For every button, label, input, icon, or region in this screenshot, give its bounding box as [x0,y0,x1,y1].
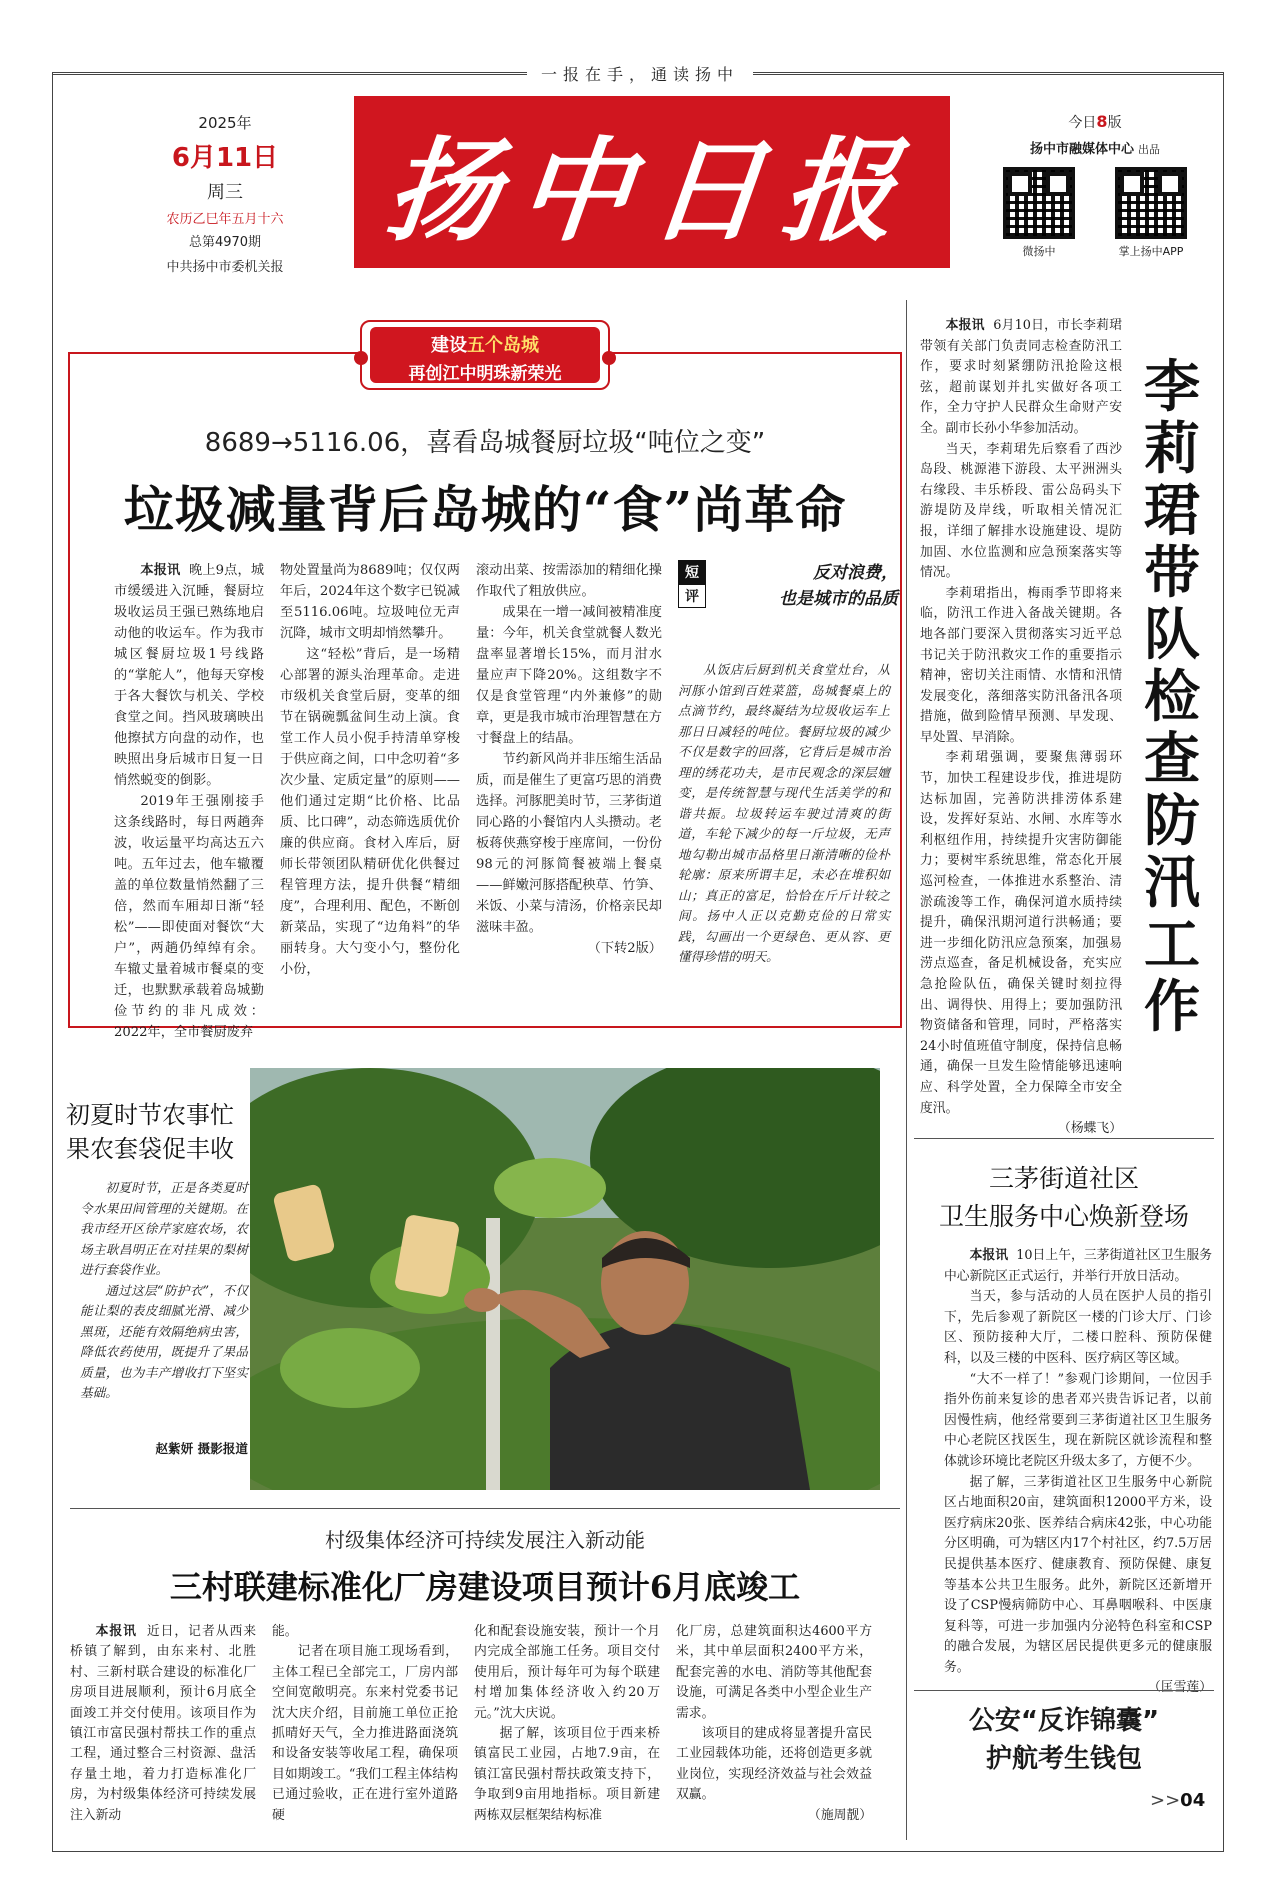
theme-badge: 建设五个岛城 再创江中明珠新荣光 [360,320,610,390]
lead-headline[interactable]: 垃圾减量背后岛城的“食”尚革命 [123,480,847,539]
lead-column-3: 滚动出菜、按需添加的精细化操作取代了粗放供应。 成果在一增一减间被精准度量：今年，机关食堂就餐人数光盘率显著增长15%，而月泔水量应声下降20%。这组数字不仅是食堂管理“内外兼修”的勋章，更是我市城市治理智慧在方寸餐盘上的结晶。 节约新风尚并非压缩生活品质，而是催生了更富巧思的消费选择。河豚肥美时节，三茅街道同心路的小餐馆内人头攒动。老板蒋侠燕穿梭于座席间，一份份98元的河豚简餐被端上餐桌——鲜嫩河豚搭配秧草、竹笋、米饭、小菜与清汤，价格亲民却滋味丰盈。 （下转2版） [476,560,662,959]
factory-column-3: 化和配套设施安装，预计一个月内完成全部施工任务。项目交付使用后，预计每年可为每个联建村增加集体经济收入约20万元。”沈大庆说。 据了解，该项目位于西来桥镇富民工业园，占地7.9亩，在镇江富民强村帮扶政策支持下，争取到9亩用地指标。项目新建两栋双层框架结构标准 [474,1624,660,1823]
lead-column-2: 物处置量尚为8689吨；仅仅两年后，2024年这个数字已锐减至5116.06吨。垃圾吨位无声沉降，城市文明却悄然攀升。 这“轻松”背后，是一场精心部署的源头治理革命。走进市级机关食堂后厨，变革的细节在锅碗瓢盆间生动上演。食堂工作人员小倪手持清单穿梭于供应商之间，口中念叨着“多次少量、定质定量”的原则——他们通过定期“比价格、比品质、比口碑”，动态筛选质优价廉的供应商。食材入库后，厨师长带领团队精研优化供餐过程管理方法，提升供餐“精细度”，合理利用、配色，不断创新菜品，实现了“边角料”的华丽转身。大勺变小勺，整份化小份， [280,563,460,977]
farmer-bagging-pears-image [250,1068,880,1490]
lead-column-1: 本报讯 晚上9点，城市缓缓进入沉睡，餐厨垃圾收运员王强已熟练地启动他的收运车。作为我市城区餐厨垃圾1号线路的“掌舵人”，他每天穿梭于各大餐饮与机关、学校食堂之间。挡风玻璃映出他擦拭方向盘的动作，也映照出身后城市日复一日悄然蜕变的倒影。 2019年王强刚接手这条线路时，每日两趟奔波，收运量平均高达五六吨。五年过去，他车辙覆盖的单位数量悄然翻了三倍，然而车厢却日渐“轻松”——即使面对餐饮“大户”，两趟仍绰绰有余。车辙丈量着城市餐桌的变迁，也默默承载着岛城勤俭节约的非凡成效：2022年，全市餐厨废弃 [114,563,265,1040]
column-divider [906,300,907,1840]
factory-column-2: 能。 记者在项目施工现场看到，主体工程已全部完工，厂房内部空间宽敞明亮。东来村党委书记沈大庆介绍，目前施工单位正抢抓晴好天气，全力推进路面浇筑和设备安装等收尾工程，确保项目如期竣工。“我们工程主体结构已通过验收，正在进行室外道路硬 [272,1624,458,1823]
health-headline[interactable]: 三茅街道社区 卫生服务中心焕新登场 [938,1164,1189,1231]
publisher: 扬中市融媒体中心 出品 [1029,142,1160,157]
date-weekday: 周三 [207,182,243,203]
page-jump-link[interactable]: >>04 [1150,1790,1206,1811]
date-block [120,112,330,275]
slogan: 一报在手，通读扬中 [0,62,1280,85]
continued-note: （下转2版） [587,941,662,956]
news-photo[interactable] [250,1068,880,1490]
issue-number: 总第4970期 [188,235,262,250]
photo-caption: 初夏时节，正是各类夏时令水果田间管理的关键期。在我市经开区徐芹家庭农场，农场主耿昌明正在对挂果的梨树进行套袋作业。 通过这层“防护衣”，不仅能让梨的表皮细腻光滑、减少黑斑，还能有效隔绝病虫害，降低农药使用，既提升了果品质量，也为丰产增收打下坚实基础。 [80,1180,248,1400]
date-day: 6月11日 [171,143,279,173]
factory-column-4: 化厂房，总建筑面积达4600平方米，其中单层面积2400平方米，配套完善的水电、消防等其他配套设施，可满足各类中小型企业生产需求。 该项目的建成将显著提升富民工业园载体功能，还将创造更多就业岗位，实现经济效益与社会效益双赢。 （施周靓） [676,1624,872,1823]
divider [914,1690,1214,1691]
photo-headline[interactable]: 初夏时节农事忙 果农套袋促丰收 [66,1101,234,1163]
divider [914,1138,1214,1139]
lead-subhead: 8689→5116.06，喜看岛城餐厨垃圾“吨位之变” [204,428,766,458]
masthead-title: 扬中日报 [380,125,922,257]
photo-credit: 赵紫妍 摄影报道 [155,1441,248,1456]
date-lunar: 农历乙巳年五月十六 [166,212,284,227]
divider [70,1508,900,1509]
factory-column-1: 本报讯 近日，记者从西来桥镇了解到，由东来村、北胜村、三新村联合建设的标准化厂房项目进展顺利，预计6月底全面竣工并交付使用。该项目作为镇江市富民强村帮扶工作的重点工程，通过整合三村资源、盘活存量土地，着力打造标准化厂房，为村级集体经济可持续发展注入新动 [70,1624,257,1823]
factory-headline[interactable]: 三村联建标准化厂房建设项目预计6月底竣工 [169,1568,801,1606]
qr-row [1000,167,1190,259]
factory-subhead: 村级集体经济可持续发展注入新动能 [325,1528,645,1552]
qr-code-icon [1003,167,1075,239]
health-article: 本报讯 10日上午，三茅街道社区卫生服务中心新院区正式运行，并举行开放日活动。 当天，参与活动的人员在医护人员的指引下，先后参观了新院区一楼的门诊大厅、门诊区、预防接种大厅，二楼口腔科、预防保健科，以及三楼的中医科、医疗病区等区域。 “大不一样了！”参观门诊期间，一位因手指外伤前来复诊的患者邓兴贵告诉记者，以前因慢性病，他经常要到三茅街道社区卫生服务中心老院区找医生，现在新院区就诊流程和整体就诊环境比老院区升级太多了，方便不少。 据了解，三茅街道社区卫生服务中心新院区占地面积20亩，建筑面积12000平方米，设医疗病床20张、医养结合病床42张，中心功能分区明确，可为辖区内17个村社区，约7.5万居民提供基本医疗、健康教育、预防保健、康复等基本公共卫生服务。此外，新院区还新增开设了CSP慢病筛防中心、耳鼻咽喉科、中医康复科等，可进一步加强内分泌特色科室和CSP的融合发展，为辖区居民提供更多元的健康服务。 （匡雪莲） [944,1248,1213,1696]
qr-app[interactable]: 掌上扬中APP [1112,167,1190,259]
organization: 中共扬中市委机关报 [166,260,284,275]
flood-article: 本报讯 6月10日，市长李莉珺带领有关部门负责同志检查防汛工作，要求时刻紧绷防汛抢险这根弦，超前谋划并扎实做好各项工作，全力守护人民群众生命财产安全。副市长孙小华参加活动。 当天，李莉珺先后察看了西沙岛段、桃源港下游段、太平洲洲头右缘段、丰乐桥段、雷公岛码头下游堤防及岸线，听取相关情况汇报，详细了解排水设施建设、堤防加固、水位监测和应急预案落实等情况。 李莉珺指出，梅雨季节即将来临，防汛工作进入备战关键期。各地各部门要深入贯彻落实习近平总书记关于防汛救灾工作的重要指示精神，密切关注雨情、水情和汛情发展变化，落细落实防汛备汛各项措施，做到险情早预测、早发现、早处置、早消除。 李莉珺强调，要聚焦薄弱环节，加快工程建设步伐，推进堤防达标加固，完善防洪排涝体系建设，发挥好泵站、水闸、水库等水利枢纽作用，持续提升灾害防御能力；要树牢系统思维，常态化开展巡河检查，一体推进水系整治、清淤疏浚等工作，确保河道水质持续提升，确保汛期河道行洪畅通；要进一步细化防汛应急预案，加强易涝点巡查，备足机械设备，充实应急抢险队伍，确保关键时刻拉得出、调得快、用得上；要加强防汛物资储备和管理，同时，严格落实24小时值班值守制度，保持信息畅通，确保一旦发生险情能够迅速响应、科学处置，全力保障全市安全度汛。 （杨蝶飞） [920,318,1122,1137]
qr-weiyangzhong[interactable]: 微扬中 [1000,167,1078,259]
today-pages: 今日8版 [1068,112,1122,131]
edition-info [1000,112,1190,259]
comment-heading: 短 评 反对浪费， 也是城市的品质 [678,560,898,608]
comment-body: 从饭店后厨到机关食堂灶台，从河豚小馆到百姓菜篮，岛城餐桌上的点滴节约，最终凝结为垃圾收运车上那日日减轻的吨位。餐厨垃圾的减少不仅是数字的回落，它背后是城市治理的绣花功夫，是市民观念的深层嬗变，是传统智慧与现代生活美学的和谐共振。垃圾转运车驶过清爽的街道，车轮下减少的每一斤垃圾，无声地勾勒出城市品格里日渐清晰的俭朴轮廓：原来所谓丰足，未必在堆积如山；真正的富足，恰恰在斤斤计较之间。扬中人正以克勤克俭的日常实践，勾画出一个更绿色、更从容、更懂得珍惜的明天。 [678,662,890,964]
police-teaser-headline[interactable]: 公安“反诈锦囊” 护航考生钱包 [968,1706,1160,1774]
masthead [354,96,950,268]
qr-code-icon [1115,167,1187,239]
flood-headline[interactable]: 李莉珺带队检查防汛工作 [1144,354,1200,1040]
date-year: 2025年 [198,114,252,132]
